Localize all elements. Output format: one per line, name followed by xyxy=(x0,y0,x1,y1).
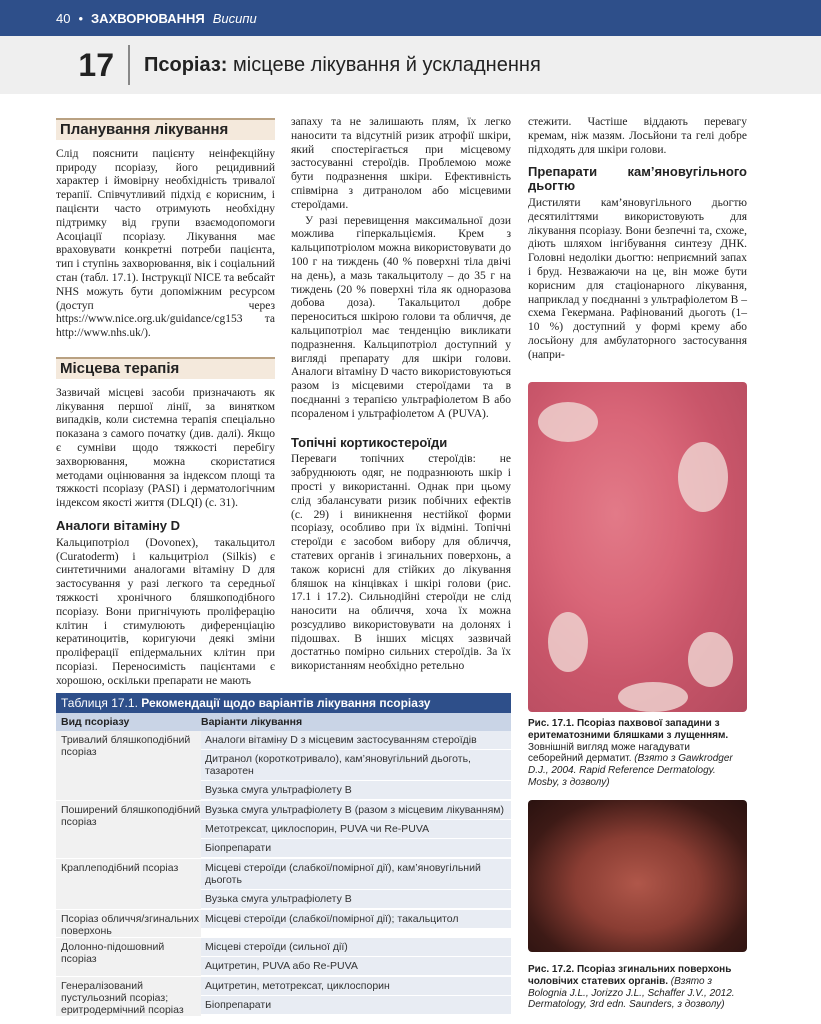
table-row xyxy=(56,801,511,859)
psoriasis-type-cell: Тривалий бляшкоподібний псоріаз xyxy=(56,731,201,800)
genital-psoriasis-photo xyxy=(528,800,747,952)
treatment-option-cell: Ацитретин, PUVA або Re-PUVA xyxy=(201,957,511,976)
paragraph-col2-2: У разі перевищення максимальної дози можлива гіперкальціємія. Крем з кальципотріолом можна використовувати до 100 г на тиждень (40 % поверхні тіла двічі на день), а мазь такальцитолу – до 35 г на тиждень (20 % поверхні тіла як одноразова добова доза). Такальцитол добре переноситься шкірою голови та обличчя, де кальципотріол має тенденцію викликати подразнення. Кальципотріол доступний у вигляді препарату для шкіри голови. Аналоги вітаміну D часто використовуються разом із місцевими стероїдами та в поєднанні з терапією ультрафіолетом В або псораленом і ультрафіолетом А (PUVA). xyxy=(291,214,511,420)
treatment-option-cell: Вузька смуга ультрафіолету В (разом з місцевим лікуванням) xyxy=(201,801,511,820)
treatment-option-cell: Метотрексат, циклоспорин, PUVA чи Re-PUVA xyxy=(201,820,511,839)
bullet-separator: • xyxy=(78,10,84,26)
treatment-option-cell: Аналоги вітаміну D з місцевим застосуванням стероїдів xyxy=(201,731,511,750)
figure-title-17-1: Псоріаз пахвової западини з еритематозними бляшками з лущенням. xyxy=(528,718,729,741)
treatment-option-cell: Дитранол (короткотривало), кам’яновугільний дьоготь, тазаротен xyxy=(201,750,511,781)
header-type: Вид псоріазу xyxy=(61,716,130,728)
column-1 xyxy=(56,118,275,690)
chapter-number: 17 xyxy=(0,45,130,85)
column-3 xyxy=(528,116,747,365)
heading-planning: Планування лікування xyxy=(56,118,275,140)
table-label: Таблиця 17.1. xyxy=(61,696,138,710)
paragraph-corticosteroids: Переваги топічних стероїдів: не забруднюють одяг, не подразнюють шкір і прості у використанні. Однак при цьому слід збалансувати ризик побічних ефектів (с. 29) і виникнення нестійкої форми псоріазу, особливо при їх відміні. Топічні стероїди є засобом вибору для обличчя, статевих органів і згинальних поверхонь, а також корисні для стійких до лікування бляшок на кінцівках і шкірі голови (рис. 17.1 і 17.2). Сильнодійні стероїди не слід наносити на обличчя, хоча їх можна розсудливо використовувати на долонях і підошвах. В інших місцях зазвичай достатньо помірно сильних стероїдів. За їх використанням необхідно ретельно xyxy=(291,453,511,673)
treatment-option-cell: Місцеві стероїди (сильної дії) xyxy=(201,938,511,957)
header-options: Варіанти лікування xyxy=(201,716,303,728)
table-header xyxy=(56,713,511,731)
psoriasis-type-cell: Генералізований пустульозний псоріаз; еритродермічний псоріаз xyxy=(56,977,201,1016)
table-row xyxy=(56,731,511,801)
paragraph-vitamin-d: Кальципотріол (Dovonex), такальцитол (Curatoderm) і кальцитріол (Silkis) є синтетичними аналогами вітаміну D для застосування у разі легкого та середньої тяжкості хронічного бляшкоподібного псоріазу. Вони пригнічують проліферацію клітин і стимулюють диференціацію кератиноцитів, коригуючи деякі зміни проліферації епідермальних клітин при псоріазі. Переносимість пацієнтами є хорошою, оскільки препарати не мають xyxy=(56,536,275,687)
paragraph-col2-1: запаху та не залишають плям, їх легко наносити та відсутній ризик атрофії шкіри, який спостерігається при місцевому застосуванні стероїдів. Проблемою може бути подразнення шкіри. Ефективність співмірна з дитранолом або місцевими стероїдами. xyxy=(291,116,511,211)
axilla-psoriasis-photo xyxy=(528,382,747,712)
subsection-title: Висипи xyxy=(212,10,257,26)
treatment-option-cell: Біопрепарати xyxy=(201,996,511,1015)
table-caption xyxy=(56,693,511,713)
table-row xyxy=(56,938,511,977)
psoriasis-type-cell: Краплеподібний псоріаз xyxy=(56,859,201,909)
treatment-option-cell: Місцеві стероїди (слабкої/помірної дії); такальцитол xyxy=(201,910,511,929)
heading-coal-tar: Препарати кам’яновугільного дьогтю xyxy=(528,164,747,194)
paragraph-local-therapy: Зазвичай місцеві засоби призначають як лікування першої лінії, за винятком випадків, коли системна терапія спеціально показана з самого початку (див. далі). Якщо є сумніви щодо тяжкості перебігу захворювання, можна скористатися методами оцінювання за індексом площі та тяжкості псоріазу (PASI) і дерматологічним індексом якості життя (DLQI) (с. 31). xyxy=(56,386,275,510)
treatment-option-cell: Ацитретин, метотрексат, циклоспорин xyxy=(201,977,511,996)
figure-label-17-2: Рис. 17.2. xyxy=(528,964,575,975)
treatment-option-cell: Вузька смуга ультрафіолету В xyxy=(201,781,511,800)
table-row xyxy=(56,859,511,910)
figure-source-17-1: (Взято з Gawkrodger D.J., 2004. Rapid Reference Dermatology. Mosby, з дозволу) xyxy=(528,753,733,788)
treatment-option-cell: Місцеві стероїди (слабкої/помірної дії), кам’яновугільний дьоготь xyxy=(201,859,511,890)
page-number: 40 xyxy=(56,10,71,26)
table-row xyxy=(56,910,511,938)
chapter-banner xyxy=(0,36,821,94)
treatment-option-cell: Біопрепарати xyxy=(201,839,511,858)
table-title: Рекомендації щодо варіантів лікування псоріазу xyxy=(141,696,431,710)
figure-title-17-2: Псоріаз згинальних поверхонь чоловічих статевих органів. xyxy=(528,964,732,987)
figure-text-17-1: Зовнішній вигляд може нагадувати себорейний дерматит. xyxy=(528,741,690,765)
table-row xyxy=(56,977,511,1017)
running-header xyxy=(0,0,821,36)
chapter-title-rest: місцеве лікування й ускладнення xyxy=(227,53,541,76)
column-2 xyxy=(291,116,511,676)
section-title: ЗАХВОРЮВАННЯ xyxy=(91,10,205,26)
paragraph-planning: Слід пояснити пацієнту неінфекційну природу псоріазу, його рецидивний характер і ймовірну необхідність тривалої терапії. Співчутливий підхід є корисним, і пацієнти часто отримують необхідну підтримку від групи взаємодопомоги Асоціації псоріазу. Лікування має враховувати конкретні потреби пацієнта, тип і ступінь захворювання, вік і соціальний стан (табл. 17.1). Інструкції NICE та вебсайт NHS можуть бути допоміжним ресурсом (доступ через https://www.nice.org.uk/guidance/cg153 та http://www.nhs.uk/). xyxy=(56,147,275,340)
psoriasis-type-cell: Долонно-підошовний псоріаз xyxy=(56,938,201,976)
paragraph-coal-tar: Дистиляти кам’яновугільного дьогтю десятиліттями використовують для лікування псоріазу. Вони безпечні та, схоже, діють шляхом інгібування синтезу ДНК. Головні недоліки дьогтю: неприємний запах і бруд. Незважаючи на це, він може бути корисним для стаціонарного лікування, наприклад у поєднанні з ультрафіолетом В – схема Гекермана. Рафінований дьоготь (1–10 %) доступний у формі крему або лосьйону для амбулаторного застосування (напри- xyxy=(528,196,747,361)
treatment-table xyxy=(56,693,511,1017)
psoriasis-type-cell: Псоріаз обличчя/згинальних поверхонь xyxy=(56,910,201,937)
heading-local-therapy: Місцева терапія xyxy=(56,357,275,379)
figure-label-17-1: Рис. 17.1. xyxy=(528,718,575,729)
table-body xyxy=(56,731,511,1017)
paragraph-col3-1: стежити. Частіше віддають перевагу кремам, ніж мазям. Лосьйони та гелі добре підходять для шкіри голови. xyxy=(528,116,747,156)
chapter-title xyxy=(130,54,541,77)
chapter-title-bold: Псоріаз: xyxy=(144,53,228,76)
psoriasis-type-cell: Поширений бляшкоподібний псоріаз xyxy=(56,801,201,858)
heading-vitamin-d: Аналоги вітаміну D xyxy=(56,517,181,533)
figure-caption-17-2 xyxy=(528,964,747,1011)
heading-corticosteroids: Топічні кортикостероїди xyxy=(291,434,448,450)
figure-source-17-2: (Взято з Bolognia J.L., Jorizzo J.L., Schaffer J.V., 2012. Dermatology, 3rd edn. Saunders, з дозволу) xyxy=(528,975,735,1011)
treatment-option-cell: Вузька смуга ультрафіолету В xyxy=(201,890,511,909)
figure-caption-17-1 xyxy=(528,718,747,789)
